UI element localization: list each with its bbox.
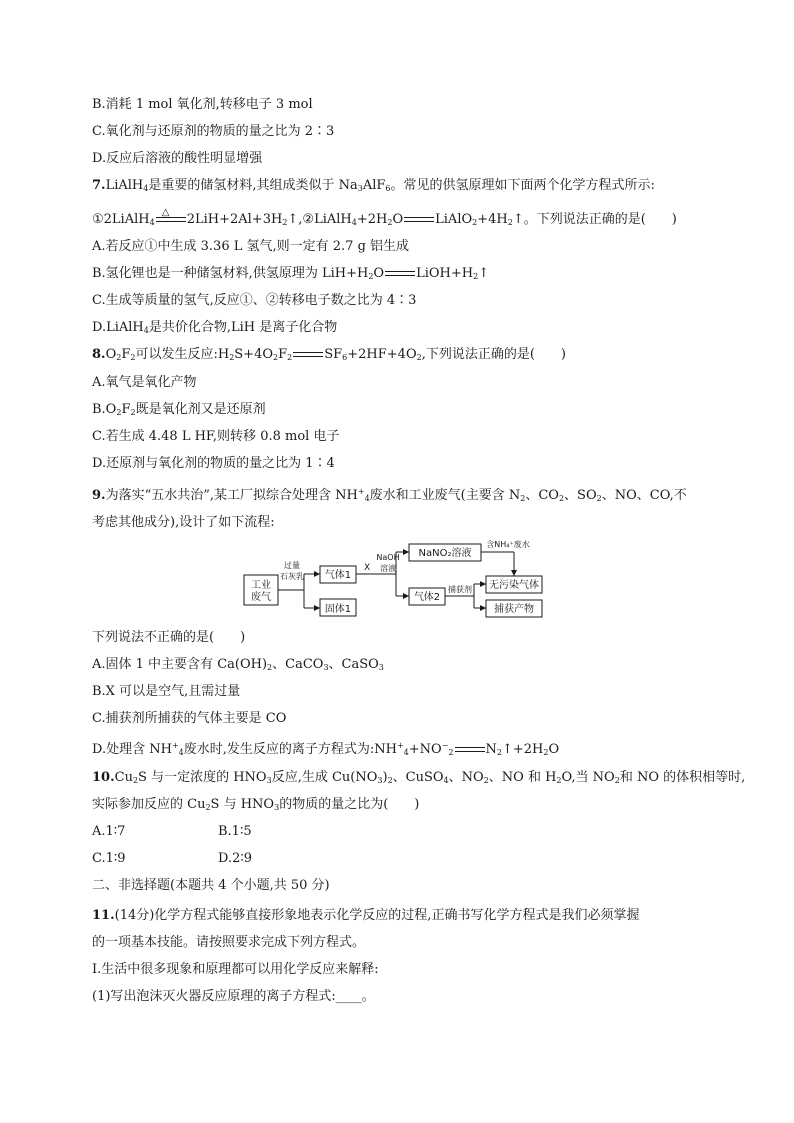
label-gas1: 气体1 <box>324 570 352 581</box>
q7-option-c: C.生成等质量的氢气,反应①、②转移电子数之比为 4∶3 <box>92 293 417 308</box>
q7-option-b: B.氢化锂也是一种储氢材料,供氢原理为 $LiH+H_2O$ $LiOH+H_2↑$ <box>92 266 490 281</box>
q7-equations: ①2LiAlH$_4$ △ $2LiH+2Al+3H_2↑,②LiAlH_4+2H_2O$ $LiAlO_2+4H_2↑$。下列说法正确的是( ) <box>92 206 677 227</box>
q11-number: 11. <box>92 908 115 923</box>
q11-line4: (1)写出泡沫灭火器反应原理的离子方程式:____。 <box>92 989 375 1004</box>
q9-option-c: C.捕获剂所捕获的气体主要是 CO <box>92 711 287 726</box>
label-naoh-1: NaOH <box>376 553 400 562</box>
q10-option-c: C.1∶9 <box>92 851 126 866</box>
q9-number: 9. <box>92 488 106 503</box>
label-waste-gas-2: 废气 <box>251 592 271 603</box>
q11-line2: 的一项基本技能。请按照要求完成下列方程式。 <box>92 935 366 950</box>
label-lime-1: 过量 <box>284 561 300 570</box>
q10-option-d: D.2∶9 <box>218 851 253 866</box>
q6-option-c: C.氧化剂与还原剂的物质的量之比为 2∶3 <box>92 124 335 139</box>
equals-sign <box>455 747 485 753</box>
q8-number: 8. <box>92 347 106 362</box>
q10-option-a: A.1∶7 <box>92 824 126 839</box>
q9-option-d: D.处理含 $NH^+_4$废水时,发生反应的离子方程式为$:NH^+_4+NO^-_2$ $N_2↑+2H_2O$ <box>92 741 560 757</box>
label-waste-gas-1: 工业 <box>251 580 271 591</box>
process-flow-diagram <box>240 538 550 622</box>
q7-option-a: A.若反应①中生成 3.36 L 氢气,则一定有 2.7 g 铝生成 <box>92 239 410 254</box>
label-lime-2: 石灰乳 <box>280 572 304 581</box>
q11-line3: Ⅰ.生活中很多现象和原理都可以用化学反应来解释: <box>92 962 379 977</box>
equals-sign <box>293 352 323 358</box>
label-product: 捕获产物 <box>494 604 534 615</box>
q9-option-b: B.X 可以是空气,且需过量 <box>92 684 241 699</box>
label-x: X <box>364 563 371 573</box>
equals-sign <box>385 271 415 277</box>
q9-stem-line1: 9.为落实“五水共治”,某工厂拟综合处理含 $NH^+_4$废水和工业废气(主要含 $N_2$、$CO_2$、$SO_2$、NO、CO,不 <box>92 487 687 503</box>
label-nh4-water: 含NH₄⁺废水 <box>486 540 530 549</box>
q8-option-b: $B.O_2F_2$既是氧化剂又是还原剂 <box>92 402 266 417</box>
q8-option-a: A.氧气是氧化产物 <box>92 375 197 390</box>
q9-stem-line2: 考虑其他成分),设计了如下流程: <box>92 515 275 530</box>
section-2-heading: 二、非选择题(本题共 4 个小题,共 50 分) <box>92 878 330 893</box>
q6-option-b: B.消耗 1 mol 氧化剂,转移电子 3 mol <box>92 97 313 112</box>
q8-stem: $8.O_2F_2$可以发生反应$:H_2S+4O_2F_2$ $SF_6+2HF+4O_2$,下列说法正确的是( ) <box>92 347 566 362</box>
q10-number: 10. <box>92 770 115 785</box>
label-nano2: NaNO₂溶液 <box>418 548 472 559</box>
q9-ask: 下列说法不正确的是( ) <box>92 630 246 645</box>
label-naoh-2: 溶液 <box>380 564 396 573</box>
q8-option-d: D.还原剂与氧化剂的物质的量之比为 1∶4 <box>92 456 335 471</box>
q10-stem-line1: $10.Cu_2S$ 与一定浓度的 $HNO_3$反应,生成 $Cu(NO_3)_2$、CuSO$_4$、$NO_2$、NO 和 $H_2O$,当 $NO_2$和 NO 的体积相等时, <box>92 770 746 785</box>
label-solid1: 固体1 <box>324 604 352 615</box>
q7-option-d: D.LiAlH$_4$是共价化合物,LiH 是离子化合物 <box>92 320 338 335</box>
equals-sign <box>404 217 434 223</box>
label-clean-gas: 无污染气体 <box>489 580 539 591</box>
q9-option-a: A.固体 1 中主要含有 $Ca(OH)_2$、CaCO$_3$、CaSO$_3$ <box>92 657 384 672</box>
q7-number: 7. <box>92 178 106 193</box>
q6-option-d: D.反应后溶液的酸性明显增强 <box>92 151 263 166</box>
q10-option-b: B.1∶5 <box>218 824 252 839</box>
q11-line1: 11.(14分)化学方程式能够直接形象地表示化学反应的过程,正确书写化学方程式是我们必须掌握 <box>92 908 640 923</box>
q8-option-c: C.若生成 4.48 L HF,则转移 0.8 mol 电子 <box>92 429 340 444</box>
q7-stem: 7.LiAlH$_4$是重要的储氢材料,其组成类似于 $Na_3AlF_6$。常见的供氢原理如下面两个化学方程式所示: <box>92 178 655 193</box>
label-capturer: 捕获剂 <box>448 585 472 594</box>
q10-stem-line2: 实际参加反应的 $Cu_2S$ 与 $HNO_3$的物质的量之比为( ) <box>92 797 420 812</box>
heat-equals-sign: △ <box>156 217 186 223</box>
label-gas2: 气体2 <box>413 592 441 603</box>
